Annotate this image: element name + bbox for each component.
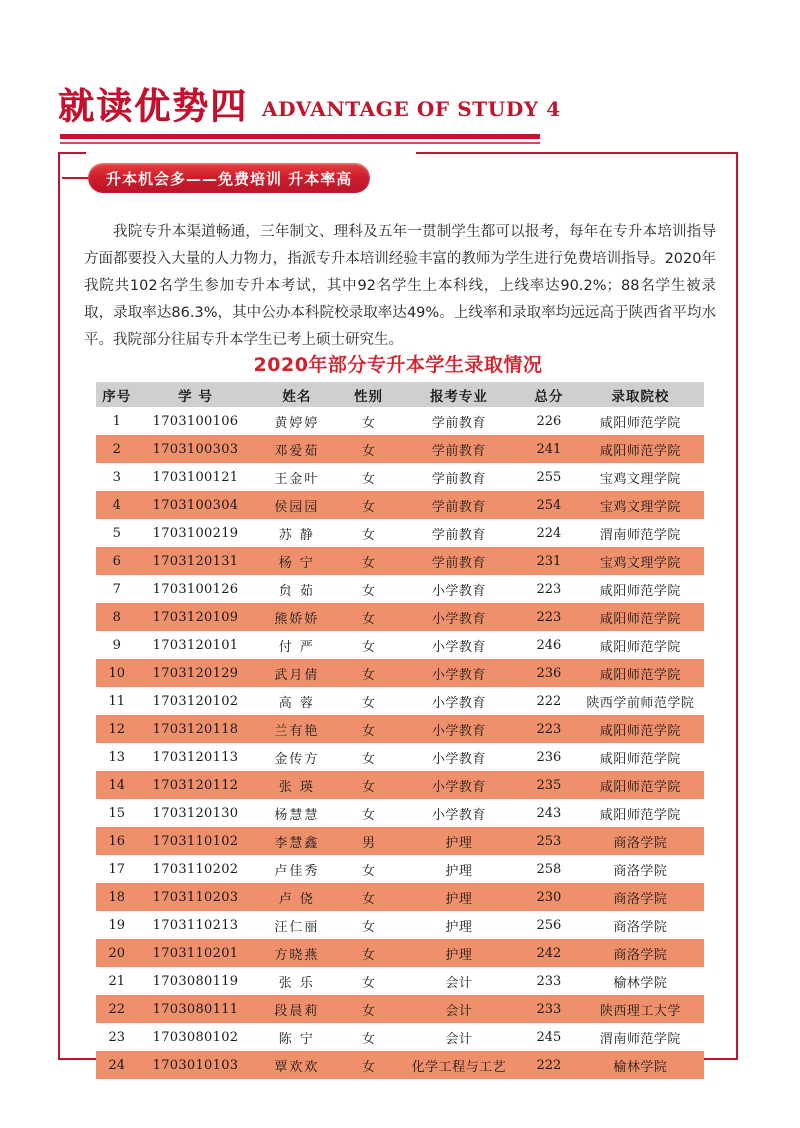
cell-name: 高 蓉 [253,687,340,715]
cell-university: 宝鸡文理学院 [577,463,704,491]
cell-gender: 女 [340,939,397,967]
cell-student-id: 1703100106 [138,407,254,435]
cell-score: 224 [521,519,577,547]
table-row [96,491,704,519]
cell-index: 4 [96,491,138,519]
cell-index: 22 [96,995,138,1023]
cell-score: 233 [521,967,577,995]
cell-score: 230 [521,883,577,911]
table-row [96,407,704,435]
cell-index: 16 [96,827,138,855]
cell-student-id: 1703110201 [138,939,254,967]
cell-index: 15 [96,799,138,827]
table-row [96,547,704,575]
cell-index: 1 [96,407,138,435]
cell-gender: 女 [340,435,397,463]
cell-gender: 女 [340,603,397,631]
cell-major: 护理 [397,855,521,883]
cell-student-id: 1703100304 [138,491,254,519]
cell-name: 张 瑛 [253,771,340,799]
table-row [96,799,704,827]
cell-gender: 女 [340,911,397,939]
column-header-index: 序号 [96,382,138,407]
cell-score: 241 [521,435,577,463]
cell-university: 榆林学院 [577,1051,704,1079]
cell-major: 护理 [397,939,521,967]
header-title-group [58,85,561,127]
table-row [96,463,704,491]
cell-major: 化学工程与工艺 [397,1051,521,1079]
cell-major: 学前教育 [397,519,521,547]
cell-gender: 女 [340,743,397,771]
cell-index: 13 [96,743,138,771]
cell-major: 会计 [397,967,521,995]
cell-score: 226 [521,407,577,435]
cell-student-id: 1703010103 [138,1051,254,1079]
cell-gender: 女 [340,967,397,995]
cell-name: 卢佳秀 [253,855,340,883]
cell-name: 汪仁丽 [253,911,340,939]
cell-university: 咸阳师范学院 [577,771,704,799]
cell-index: 11 [96,687,138,715]
cell-gender: 女 [340,659,397,687]
table-row [96,1023,704,1051]
cell-gender: 女 [340,995,397,1023]
table-title: 2020年部分专升本学生录取情况 [253,354,543,376]
cell-university: 陕西理工大学 [577,995,704,1023]
cell-gender: 女 [340,771,397,799]
table-row [96,659,704,687]
cell-university: 商洛学院 [577,883,704,911]
cell-major: 小学教育 [397,603,521,631]
cell-university: 渭南师范学院 [577,1023,704,1051]
cell-university: 榆林学院 [577,967,704,995]
cell-score: 255 [521,463,577,491]
cell-name: 覃欢欢 [253,1051,340,1079]
cell-name: 方晓燕 [253,939,340,967]
cell-name: 武月倩 [253,659,340,687]
cell-name: 付 严 [253,631,340,659]
cell-student-id: 1703080119 [138,967,254,995]
cell-name: 杨慧慧 [253,799,340,827]
cell-name: 侯园园 [253,491,340,519]
cell-university: 宝鸡文理学院 [577,547,704,575]
cell-gender: 女 [340,575,397,603]
cell-index: 8 [96,603,138,631]
table-row [96,631,704,659]
cell-gender: 女 [340,715,397,743]
cell-index: 14 [96,771,138,799]
roster-table-wrap [96,382,704,1079]
cell-gender: 女 [340,687,397,715]
cell-major: 学前教育 [397,463,521,491]
cell-index: 18 [96,883,138,911]
cell-index: 5 [96,519,138,547]
cell-student-id: 1703120131 [138,547,254,575]
roster-table [96,382,704,1079]
cell-university: 咸阳师范学院 [577,715,704,743]
page-title-english: ADVANTAGE OF STUDY 4 [262,97,561,121]
table-row [96,883,704,911]
cell-university: 咸阳师范学院 [577,799,704,827]
cell-index: 21 [96,967,138,995]
cell-university: 商洛学院 [577,855,704,883]
table-row [96,771,704,799]
cell-score: 223 [521,575,577,603]
cell-score: 231 [521,547,577,575]
header-rule-thin [60,142,540,144]
cell-student-id: 1703120130 [138,799,254,827]
cell-student-id: 1703110202 [138,855,254,883]
cell-score: 235 [521,771,577,799]
cell-student-id: 1703100126 [138,575,254,603]
cell-major: 小学教育 [397,687,521,715]
cell-index: 20 [96,939,138,967]
cell-major: 学前教育 [397,407,521,435]
table-row [96,743,704,771]
cell-index: 24 [96,1051,138,1079]
cell-student-id: 1703100303 [138,435,254,463]
cell-name: 杨 宁 [253,547,340,575]
table-row [96,519,704,547]
cell-score: 233 [521,995,577,1023]
cell-gender: 女 [340,547,397,575]
table-header-row [96,382,704,407]
cell-index: 6 [96,547,138,575]
cell-major: 学前教育 [397,435,521,463]
cell-student-id: 1703110213 [138,911,254,939]
cell-student-id: 1703080102 [138,1023,254,1051]
cell-gender: 女 [340,883,397,911]
cell-score: 256 [521,911,577,939]
cell-name: 王金叶 [253,463,340,491]
cell-gender: 女 [340,491,397,519]
column-header-gender: 性别 [340,382,397,407]
table-row [96,715,704,743]
cell-major: 小学教育 [397,771,521,799]
cell-index: 9 [96,631,138,659]
cell-score: 254 [521,491,577,519]
table-row [96,687,704,715]
cell-score: 242 [521,939,577,967]
banner-label: 升本机会多——免费培训 升本率高 [88,163,370,193]
cell-student-id: 1703120102 [138,687,254,715]
cell-major: 小学教育 [397,659,521,687]
cell-score: 245 [521,1023,577,1051]
cell-university: 咸阳师范学院 [577,575,704,603]
cell-name: 邓爱茹 [253,435,340,463]
body-paragraph: 我院专升本渠道畅通，三年制文、理科及五年一贯制学生都可以报考，每年在专升本培训指导方面都要投入大量的人力物力，指派专升本培训经验丰富的教师为学生进行免费培训指导。2020年我院共102名学生参加专升本考试，其中92名学生上本科线，上线率达90.2%；88名学生被录取，录取率达86.3%，其中公办本科院校录取率达49%。上线率和录取率均远远高于陕西省平均水平。我院部分往届专升本学生已考上硕士研究生。 [84,223,716,348]
cell-major: 会计 [397,1023,521,1051]
table-row [96,855,704,883]
cell-student-id: 1703110203 [138,883,254,911]
cell-student-id: 1703120112 [138,771,254,799]
cell-gender: 女 [340,855,397,883]
cell-major: 护理 [397,883,521,911]
cell-university: 宝鸡文理学院 [577,491,704,519]
cell-gender: 女 [340,799,397,827]
table-row [96,995,704,1023]
cell-university: 咸阳师范学院 [577,743,704,771]
cell-index: 3 [96,463,138,491]
cell-index: 7 [96,575,138,603]
cell-score: 246 [521,631,577,659]
cell-gender: 男 [340,827,397,855]
cell-index: 10 [96,659,138,687]
cell-name: 卢 侥 [253,883,340,911]
cell-score: 236 [521,659,577,687]
table-body [96,407,704,1079]
cell-name: 金传方 [253,743,340,771]
cell-major: 护理 [397,827,521,855]
cell-student-id: 1703080111 [138,995,254,1023]
page-header [0,85,800,148]
cell-gender: 女 [340,407,397,435]
section-banner [58,163,738,193]
cell-score: 223 [521,715,577,743]
cell-gender: 女 [340,1023,397,1051]
cell-student-id: 1703120113 [138,743,254,771]
cell-gender: 女 [340,1051,397,1079]
cell-name: 陈 宁 [253,1023,340,1051]
cell-university: 陕西学前师范学院 [577,687,704,715]
cell-university: 渭南师范学院 [577,519,704,547]
cell-score: 222 [521,1051,577,1079]
cell-university: 商洛学院 [577,939,704,967]
page-title-chinese: 就读优势四 [58,85,249,127]
cell-major: 学前教育 [397,491,521,519]
cell-major: 护理 [397,911,521,939]
column-header-name: 姓名 [253,382,340,407]
cell-name: 兰有艳 [253,715,340,743]
cell-student-id: 1703120129 [138,659,254,687]
cell-major: 小学教育 [397,631,521,659]
cell-student-id: 1703100121 [138,463,254,491]
cell-index: 12 [96,715,138,743]
cell-university: 咸阳师范学院 [577,659,704,687]
cell-name: 张 乐 [253,967,340,995]
cell-major: 小学教育 [397,575,521,603]
cell-major: 小学教育 [397,743,521,771]
cell-university: 咸阳师范学院 [577,631,704,659]
cell-student-id: 1703100219 [138,519,254,547]
cell-student-id: 1703120118 [138,715,254,743]
column-header-major: 报考专业 [397,382,521,407]
cell-score: 223 [521,603,577,631]
cell-university: 咸阳师范学院 [577,407,704,435]
cell-gender: 女 [340,519,397,547]
cell-gender: 女 [340,463,397,491]
column-header-student-id: 学 号 [138,382,254,407]
header-rule-thick [60,134,540,139]
cell-score: 243 [521,799,577,827]
table-row [96,939,704,967]
table-head [96,382,704,407]
cell-major: 会计 [397,995,521,1023]
table-row [96,603,704,631]
cell-index: 17 [96,855,138,883]
cell-score: 258 [521,855,577,883]
cell-student-id: 1703120101 [138,631,254,659]
cell-gender: 女 [340,631,397,659]
frame-banner-gap [86,150,416,156]
cell-university: 咸阳师范学院 [577,603,704,631]
table-row [96,827,704,855]
cell-name: 熊娇娇 [253,603,340,631]
table-row [96,967,704,995]
cell-index: 23 [96,1023,138,1051]
cell-index: 2 [96,435,138,463]
cell-name: 李慧鑫 [253,827,340,855]
cell-score: 253 [521,827,577,855]
table-row [96,911,704,939]
cell-major: 小学教育 [397,715,521,743]
cell-score: 222 [521,687,577,715]
cell-name: 段晨莉 [253,995,340,1023]
cell-major: 小学教育 [397,799,521,827]
cell-name: 贠 茹 [253,575,340,603]
table-row [96,1051,704,1079]
cell-index: 19 [96,911,138,939]
table-row [96,435,704,463]
column-header-score: 总分 [521,382,577,407]
cell-university: 商洛学院 [577,911,704,939]
cell-student-id: 1703110102 [138,827,254,855]
table-row [96,575,704,603]
cell-university: 商洛学院 [577,827,704,855]
column-header-university: 录取院校 [577,382,704,407]
cell-major: 学前教育 [397,547,521,575]
cell-score: 236 [521,743,577,771]
cell-student-id: 1703120109 [138,603,254,631]
cell-name: 苏 静 [253,519,340,547]
cell-name: 黄婷婷 [253,407,340,435]
cell-university: 咸阳师范学院 [577,435,704,463]
